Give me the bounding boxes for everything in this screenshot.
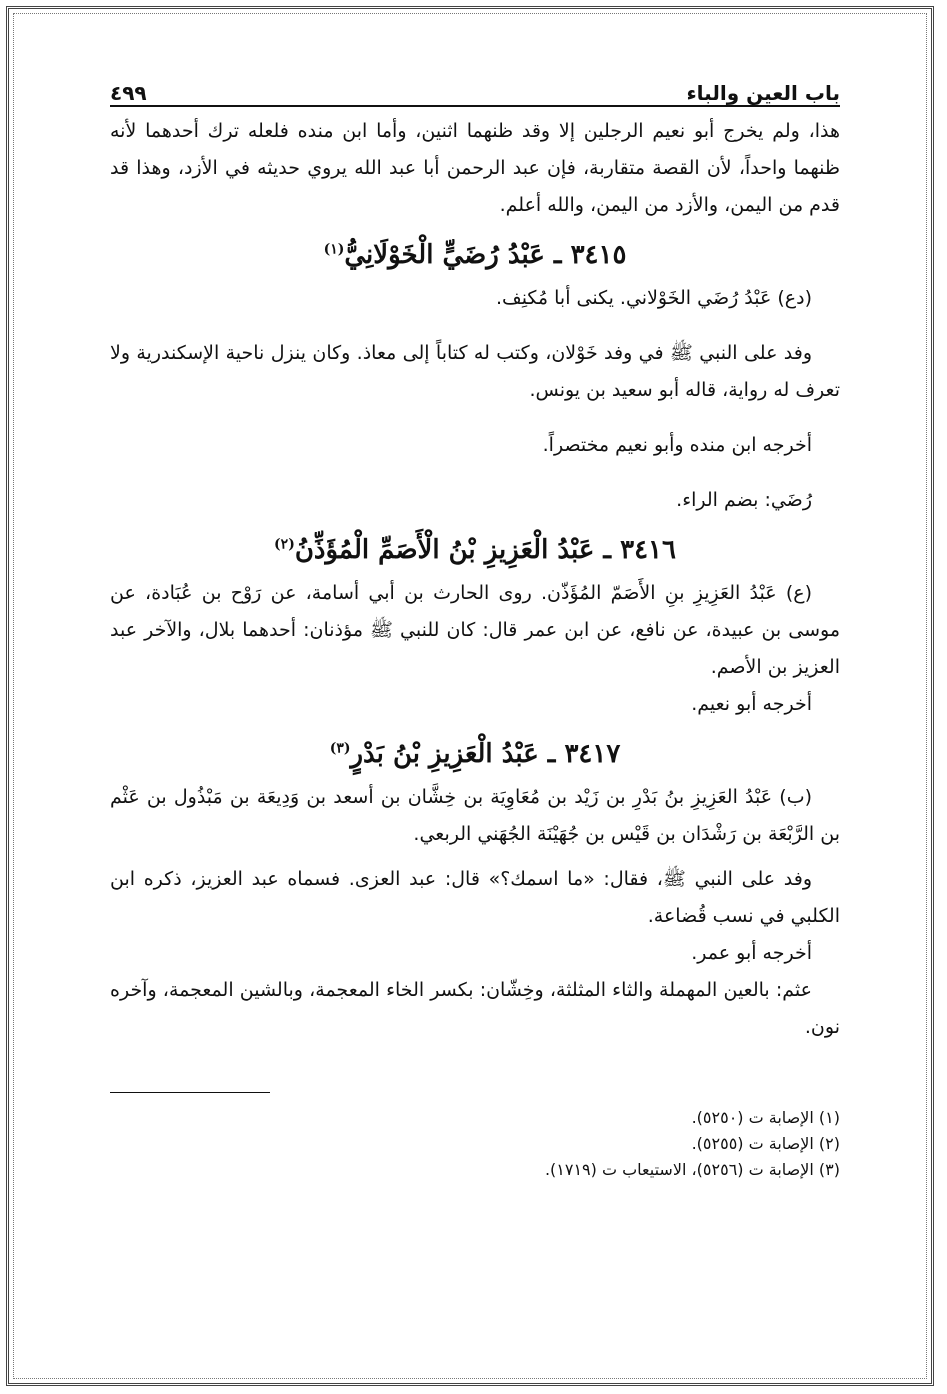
- entry-heading-3416: [110, 535, 840, 565]
- entry-heading-3415: [110, 240, 840, 270]
- paragraph: وفد على النبي ﷺ في وفد خَوْلان، وكتب له كتاباً إلى معاذ. وكان ينزل ناحية الإسكندرية ولا تعرف له رواية، قاله أبو سعيد بن يونس.: [110, 342, 840, 401]
- paragraph: رُضَي: بضم الراء.: [676, 489, 812, 511]
- paragraph: أخرجه ابن منده وأبو نعيم مختصراً.: [542, 434, 812, 456]
- paragraph: أخرجه أبو عمر.: [691, 942, 812, 964]
- running-header: [110, 75, 840, 107]
- footnote: (١) الإصابة ت (٥٢٥٠).: [691, 1108, 840, 1127]
- page-number: ٤٩٩: [110, 81, 147, 105]
- entry-title: ٣٤١٧ ـ عَبْدُ الْعَزِيزِ بْنُ بَدْرٍ: [350, 739, 621, 769]
- paragraph: وفد على النبي ﷺ، فقال: «ما اسمك؟» قال: عبد العزى. فسماه عبد العزيز، ذكره ابن الكلبي في نسب قُضاعة.: [110, 868, 840, 927]
- footnote-ref: (٣): [329, 740, 351, 757]
- entry-title: ٣٤١٦ ـ عَبْدُ الْعَزِيزِ بْنُ الْأَصَمِّ الْمُؤَذِّنُ: [294, 535, 676, 565]
- entry-heading-3417: [110, 739, 840, 769]
- footnote-ref: (١): [323, 241, 345, 258]
- entry-title: ٣٤١٥ ـ عَبْدُ رُضَيٍّ الْخَوْلَانِيُّ: [344, 240, 627, 270]
- paragraph: هذا، ولم يخرج أبو نعيم الرجلين إلا وقد ظنهما اثنين، وأما ابن منده فلعله ترك أحدهما لأنه ظنهما واحداً، لأن القصة متقاربة، فإن عبد الرحمن أبا عبد الله يروي حديثه في الأزد، وهذا قد قدم من اليمن، والأزد من اليمن، والله أعلم.: [110, 120, 840, 216]
- paragraph: (دع) عَبْدُ رُضَي الخَوْلاني. يكنى أبا مُكنِف.: [495, 287, 812, 309]
- footnote-ref: (٢): [274, 536, 295, 553]
- footnote: (٣) الإصابة ت (٥٢٥٦)، الاستيعاب ت (١٧١٩).: [544, 1160, 840, 1179]
- chapter-title: باب العين والباء: [686, 81, 840, 105]
- paragraph: عثم: بالعين المهملة والثاء المثلثة، وخِشّان: بكسر الخاء المعجمة، وبالشين المعجمة، وآخره نون.: [110, 979, 840, 1038]
- book-page: [110, 75, 840, 1183]
- paragraph: (ب) عَبْدُ العَزِيزِ بنُ بَدْرِ بن زَيْد بن مُعَاوِيَة بن خِشَّان بن أسعد بن وَدِيعَة بن مَبْذُول بن عَثْم بن الرَّبْعَة بن رَشْدَان بن قَيْس بن جُهَيْنَة الجُهَني الربعي.: [110, 786, 840, 845]
- paragraph: أخرجه أبو نعيم.: [691, 693, 812, 715]
- footnote: (٢) الإصابة ت (٥٢٥٥).: [691, 1134, 840, 1153]
- footnote-divider: [110, 1092, 270, 1093]
- paragraph: (ع) عَبْدُ العَزِيزِ بنِ الأَصَمّ المُؤَذّن. روى الحارث بن أبي أسامة، عن رَوْح بن عُبَادة، عن موسى بن عبيدة، عن نافع، عن ابن عمر قال: كان للنبي ﷺ مؤذنان: أحدهما بلال، والآخر عبد العزيز بن الأصم.: [110, 582, 840, 678]
